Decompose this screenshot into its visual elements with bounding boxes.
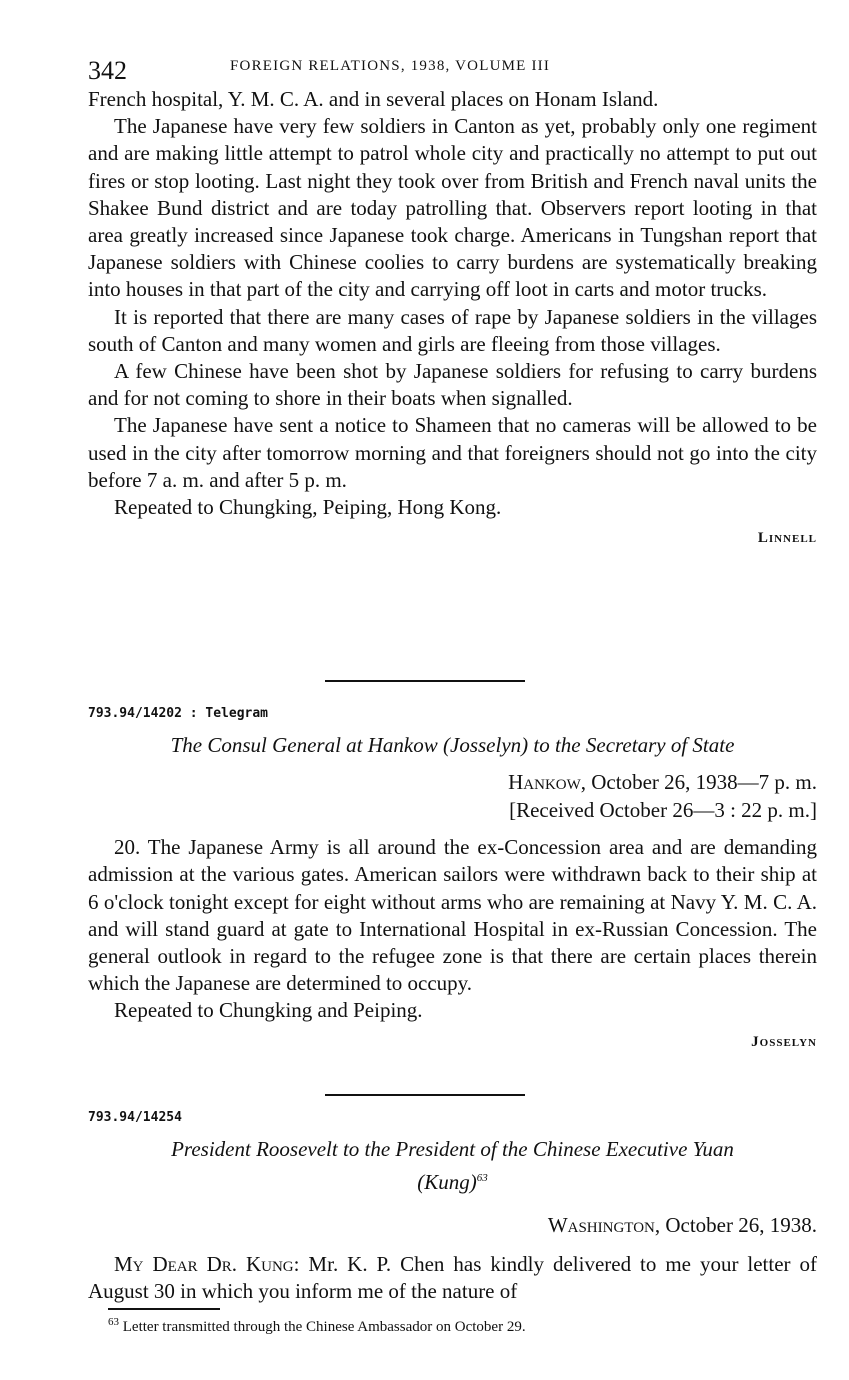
- divider-rule: [325, 1094, 525, 1096]
- paragraph: The Japanese have sent a notice to Shameen that no cameras will be allowed to be used in the city after tomorrow morning and that foreigners should not go into the city before 7 a. m. and after 5 p. m.: [88, 413, 817, 492]
- document-title: [88, 1135, 817, 1197]
- dateline: [88, 1211, 817, 1239]
- footnote-marker: 63: [108, 1316, 119, 1328]
- paragraph: Repeated to Chungking and Peiping.: [114, 998, 423, 1023]
- section-roosevelt-letter: [88, 1104, 817, 1306]
- letter-paragraph: [88, 1251, 817, 1305]
- dateline-date: , October 26, 1938—7 p. m.: [580, 770, 817, 795]
- footnote-rule: [108, 1308, 220, 1310]
- paragraph: A few Chinese have been shot by Japanese soldiers for refusing to carry burdens and for not coming to shore in their boats when signalled.: [88, 359, 817, 411]
- footnote-text: Letter transmitted through the Chinese Ambassador on October 29.: [119, 1319, 526, 1335]
- section-hankow-telegram: [88, 700, 817, 1056]
- document-title: The Consul General at Hankow (Josselyn) to the Secretary of State: [170, 733, 735, 758]
- running-head: FOREIGN RELATIONS, 1938, VOLUME III: [230, 58, 551, 74]
- paragraph: Repeated to Chungking, Peiping, Hong Kong.: [114, 495, 502, 520]
- salutation: My Dear Dr. Kung: [114, 1252, 294, 1277]
- letter-text: : Mr. K. P. Chen has kindly delivered to me your letter of August 30 in which you inform me of the nature of: [88, 1252, 817, 1304]
- dateline: [88, 768, 817, 796]
- signature: Josselyn: [751, 1033, 817, 1050]
- page-number: 342: [88, 56, 127, 85]
- dateline-place: Washington: [547, 1213, 655, 1238]
- footnote-area: [108, 1308, 817, 1336]
- footnote-reference: 63: [476, 1172, 488, 1185]
- continuation-paragraph: French hospital, Y. M. C. A. and in several places on Honam Island.: [88, 87, 659, 111]
- dateline-place: Hankow: [508, 770, 581, 795]
- page-header: [88, 52, 817, 85]
- section-divider: [0, 1094, 849, 1096]
- paragraph: It is reported that there are many cases of rape by Japanese soldiers in the villages south of Canton and many women and girls are fleeing from those villages.: [88, 304, 817, 356]
- section-divider: [0, 680, 849, 682]
- document-number: 793.94/14254: [88, 1110, 182, 1125]
- paragraph: The Japanese have very few soldiers in Canton as yet, probably only one regiment and are making little attempt to patrol whole city and practically no attempt to put out fires or stop looting. Last night they took over from British and French naval units the Shakee Bund district and are today patrolling that. Observers report looting in that area greatly increased since Japanese took charge. Americans in Tungshan report that Japanese soldiers with Chinese coolies to carry burdens are systematically breaking into houses in that part of the city and carrying off loot in carts and motor trucks.: [88, 114, 817, 302]
- footnote: [108, 1316, 817, 1336]
- dateline-date: , October 26, 1938.: [654, 1213, 817, 1238]
- received-line: [Received October 26—3 : 22 p. m.]: [509, 798, 817, 823]
- title-line: President Roosevelt to the President of the Chinese Executive Yuan: [171, 1137, 734, 1162]
- signature: Linnell: [757, 530, 817, 547]
- divider-rule: [325, 680, 525, 682]
- paragraph: 20. The Japanese Army is all around the ex-Concession area and are demanding admission at the various gates. American sailors were withdrawn back to their ship at 6 o'clock tonight except for eight without arms who are remaining at Navy Y. M. C. A. and will stand guard at gate to International Hospital in ex-Russian Concession. The general outlook in regard to the refugee zone is that there are certain places therein which the Japanese are determined to occupy.: [88, 835, 817, 996]
- document-number: 793.94/14202 : Telegram: [88, 706, 269, 721]
- title-line: (Kung): [417, 1170, 477, 1195]
- section-canton-report: [88, 86, 817, 552]
